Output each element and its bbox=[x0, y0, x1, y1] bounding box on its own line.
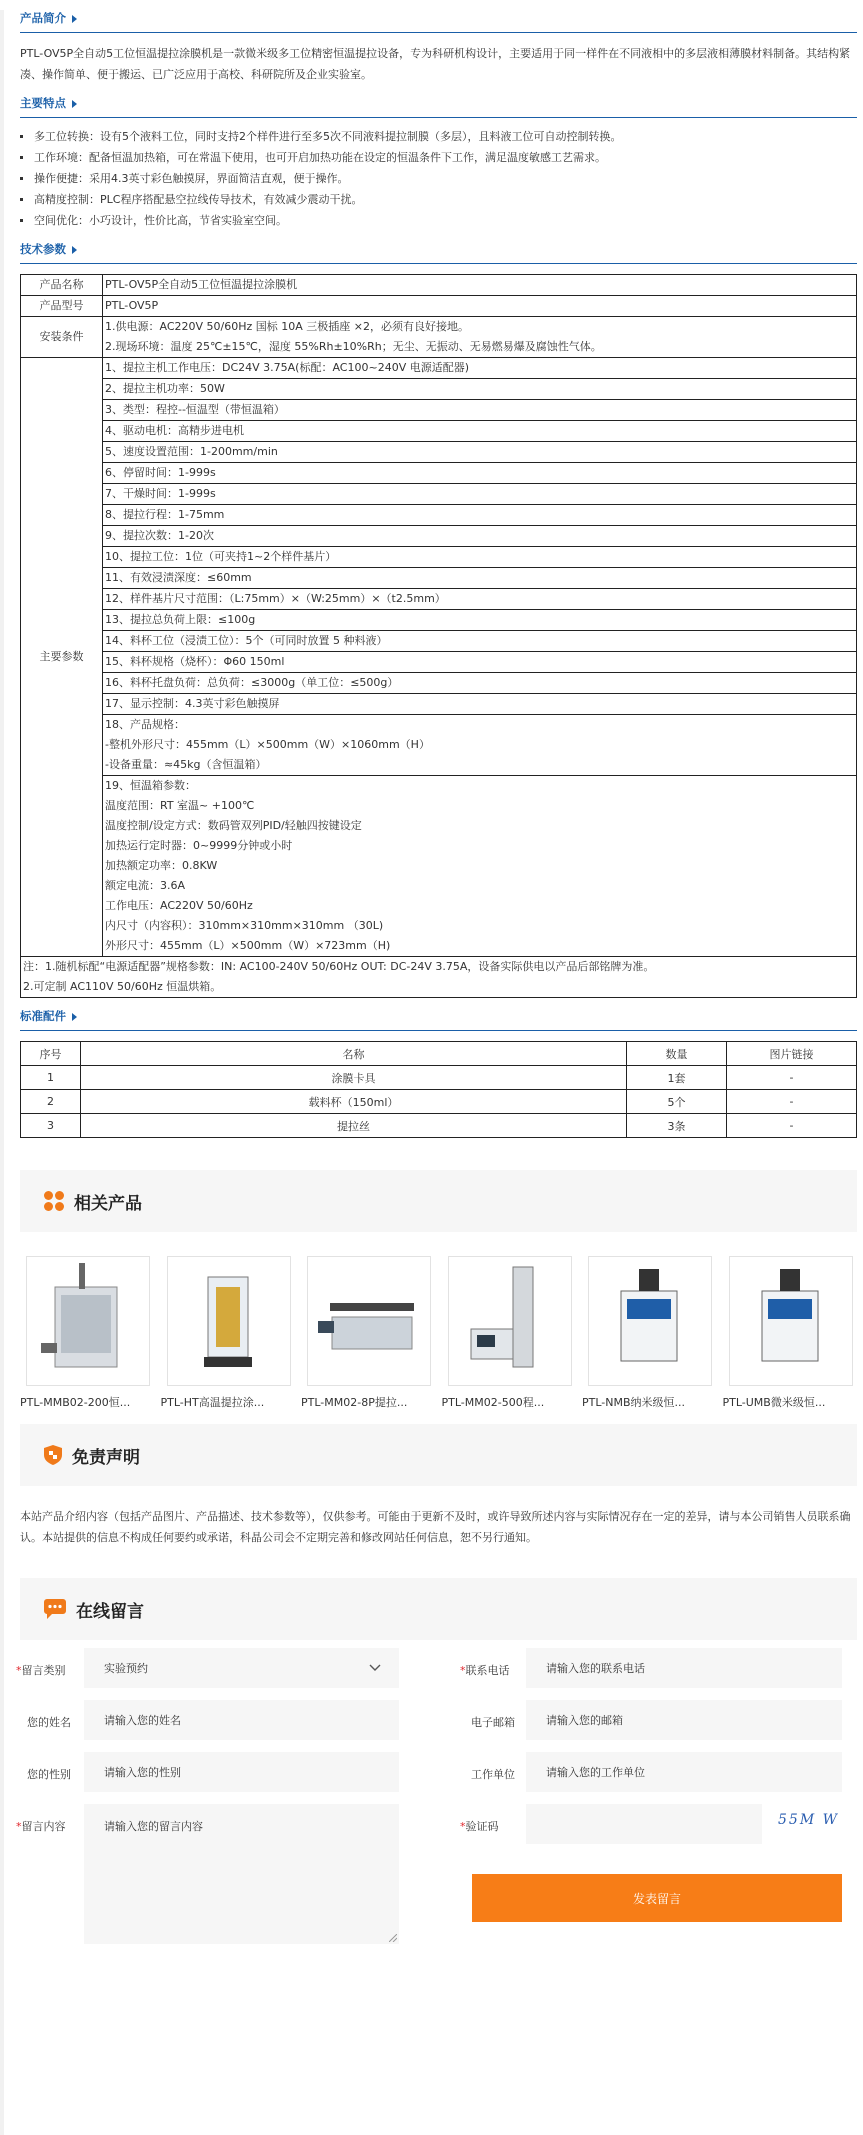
spec-line: 工作电压：AC220V 50/60Hz bbox=[105, 899, 253, 912]
spec-value bbox=[103, 526, 857, 547]
triangle-right-icon bbox=[72, 15, 77, 23]
table-row bbox=[21, 1114, 857, 1138]
related-product-card[interactable] bbox=[442, 1256, 582, 1410]
table-cell: - bbox=[727, 1066, 857, 1090]
table-cell: 涂膜卡具 bbox=[81, 1066, 627, 1090]
spec-row bbox=[21, 610, 857, 631]
product-name[interactable]: PTL-UMB微米级恒... bbox=[722, 1396, 826, 1409]
spec-line: 19、恒温箱参数： bbox=[105, 779, 196, 792]
related-header bbox=[20, 1170, 857, 1232]
intro-text: PTL-OV5P全自动5工位恒温提拉涂膜机是一款微米级多工位精密恒温提拉设备，专为科研机构设计，主要适用于同一样件在不同液相中的多层液相薄膜材料制备。其结构紧凑、操作简单、便于搬运、已广泛应用于高校、科研院所及企业实验室。 bbox=[20, 47, 851, 81]
features-header bbox=[20, 95, 857, 118]
spec-row bbox=[21, 652, 857, 673]
spec-title: 技术参数 bbox=[20, 242, 66, 256]
table-cell: - bbox=[727, 1090, 857, 1114]
product-page bbox=[0, 10, 863, 1952]
company-input[interactable]: 请输入您的工作单位 bbox=[526, 1752, 842, 1792]
captcha-label: *验证码 bbox=[460, 1820, 499, 1833]
triangle-right-icon bbox=[72, 1013, 77, 1021]
gender-input[interactable]: 请输入您的性别 bbox=[84, 1752, 399, 1792]
table-cell: 载料杯（150ml） bbox=[81, 1090, 627, 1114]
spec-row bbox=[21, 317, 857, 358]
product-image[interactable] bbox=[26, 1256, 150, 1386]
related-product-card[interactable] bbox=[301, 1256, 441, 1410]
intro-title: 产品简介 bbox=[20, 11, 66, 25]
spec-row bbox=[21, 568, 857, 589]
accessories-table bbox=[20, 1041, 857, 1138]
spec-key: 主要参数 bbox=[21, 358, 103, 957]
product-image[interactable] bbox=[448, 1256, 572, 1386]
spec-line: 温度控制/设定方式：数码管双列PID/轻触四按键设定 bbox=[105, 819, 362, 832]
spec-line: 外形尺寸：455mm（L）×500mm（W）×723mm（H) bbox=[105, 939, 391, 952]
table-cell: - bbox=[727, 1114, 857, 1138]
product-name[interactable]: PTL-NMB纳米级恒... bbox=[582, 1396, 686, 1409]
shield-icon bbox=[44, 1445, 62, 1465]
spec-row bbox=[21, 379, 857, 400]
chevron-down-icon bbox=[369, 1664, 381, 1672]
phone-label: *联系电话 bbox=[460, 1664, 510, 1677]
spec-table bbox=[20, 274, 857, 998]
spec-row bbox=[21, 673, 857, 694]
table-cell: 3条 bbox=[627, 1114, 727, 1138]
spec-row bbox=[21, 631, 857, 652]
content-label: *留言内容 bbox=[16, 1820, 66, 1833]
spec-value bbox=[103, 589, 857, 610]
spec-line: 16、料杯托盘负荷：总负荷：≤3000g（单工位：≤500g） bbox=[105, 676, 399, 689]
spec-value bbox=[103, 317, 857, 358]
email-input[interactable]: 请输入您的邮箱 bbox=[526, 1700, 842, 1740]
spec-line: 6、停留时间：1-999s bbox=[105, 466, 216, 479]
spec-value bbox=[103, 673, 857, 694]
spec-key: 产品名称 bbox=[21, 275, 103, 296]
related-title: 相关产品 bbox=[74, 1193, 142, 1214]
features-title: 主要特点 bbox=[20, 96, 66, 110]
spec-value bbox=[103, 694, 857, 715]
spec-value bbox=[103, 400, 857, 421]
spec-line: 10、提拉工位：1位（可夹持1~2个样件基片） bbox=[105, 550, 337, 563]
resize-handle-icon[interactable] bbox=[389, 1934, 397, 1942]
feature-item: 高精度控制：PLC程序搭配悬空拉线传导技术，有效减少震动干扰。 bbox=[20, 189, 857, 210]
name-input[interactable]: 请输入您的姓名 bbox=[84, 1700, 399, 1740]
features-list bbox=[20, 126, 857, 231]
related-product-card[interactable] bbox=[161, 1256, 301, 1410]
spec-line: 17、显示控制：4.3英寸彩色触摸屏 bbox=[105, 697, 280, 710]
spec-row bbox=[21, 400, 857, 421]
spec-value bbox=[103, 631, 857, 652]
spec-value bbox=[103, 505, 857, 526]
spec-value bbox=[103, 358, 857, 379]
spec-line: 温度范围：RT 室温~ +100℃ bbox=[105, 799, 255, 812]
spec-value: PTL-OV5P全自动5工位恒温提拉涂膜机 bbox=[103, 275, 857, 296]
spec-line: 8、提拉行程：1-75mm bbox=[105, 508, 225, 521]
spec-row bbox=[21, 463, 857, 484]
features-section bbox=[20, 95, 857, 231]
spec-notes bbox=[21, 957, 857, 998]
spec-value bbox=[103, 776, 857, 957]
table-row bbox=[21, 1066, 857, 1090]
table-cell: 2 bbox=[21, 1090, 81, 1114]
spec-line: 加热额定功率：0.8KW bbox=[105, 859, 218, 872]
spec-row bbox=[21, 715, 857, 776]
spec-row bbox=[21, 694, 857, 715]
spec-line: 1.供电源：AC220V 50/60Hz 国标 10A 三极插座 ×2，必须有良好接地。 bbox=[105, 320, 469, 333]
spec-value bbox=[103, 715, 857, 776]
product-name[interactable]: PTL-HT高温提拉涂... bbox=[160, 1396, 265, 1409]
disclaimer-text: 本站产品介绍内容（包括产品图片、产品描述、技术参数等），仅供参考。可能由于更新不及时，或许导致所述内容与实际情况存在一定的差异，请与本公司销售人员联系确认。本站提供的信息不构成任何要约或承诺，科晶公司会不定期完善和修改网站任何信息，恕不另行通知。 bbox=[20, 1510, 851, 1544]
accessories-section bbox=[20, 1008, 857, 1138]
spec-line: 9、提拉次数：1-20次 bbox=[105, 529, 214, 542]
spec-line: 13、提拉总负荷上限：≤100g bbox=[105, 613, 256, 626]
product-name[interactable]: PTL-MM02-500程... bbox=[441, 1396, 545, 1409]
feature-item: 多工位转换：设有5个液料工位，同时支持2个样件进行至多5次不同液料提拉制膜（多层），且料液工位可自动控制转换。 bbox=[20, 126, 857, 147]
message-title: 在线留言 bbox=[76, 1601, 144, 1622]
type-select[interactable]: 实验预约 bbox=[84, 1648, 399, 1688]
spec-row bbox=[21, 296, 857, 317]
spec-key: 产品型号 bbox=[21, 296, 103, 317]
name-label: 您的姓名 bbox=[27, 1716, 71, 1729]
intro-header bbox=[20, 10, 857, 33]
spec-row bbox=[21, 358, 857, 379]
spec-value: PTL-OV5P bbox=[103, 296, 857, 317]
chat-icon bbox=[44, 1599, 66, 1619]
company-label: 工作单位 bbox=[471, 1768, 515, 1781]
spec-row bbox=[21, 526, 857, 547]
email-label: 电子邮箱 bbox=[471, 1716, 515, 1729]
feature-item: 操作便捷：采用4.3英寸彩色触摸屏，界面简洁直观，便于操作。 bbox=[20, 168, 857, 189]
spec-line: 2.现场环境：温度 25℃±15℃，湿度 55%Rh±10%Rh；无尘、无振动、无易燃易爆及腐蚀性气体。 bbox=[105, 340, 602, 353]
related-products bbox=[20, 1256, 863, 1410]
spec-value bbox=[103, 547, 857, 568]
table-header: 序号 bbox=[21, 1042, 81, 1066]
spec-line: 15、料杯规格（烧杯）：Φ60 150ml bbox=[105, 655, 285, 668]
product-image[interactable] bbox=[729, 1256, 853, 1386]
spec-line: 5、速度设置范围：1-200mm/min bbox=[105, 445, 278, 458]
spec-value bbox=[103, 421, 857, 442]
spec-row bbox=[21, 442, 857, 463]
spec-line: 18、产品规格： bbox=[105, 718, 185, 731]
spec-value bbox=[103, 484, 857, 505]
table-header: 名称 bbox=[81, 1042, 627, 1066]
intro-section bbox=[20, 10, 857, 85]
table-header: 数量 bbox=[627, 1042, 727, 1066]
spec-row bbox=[21, 589, 857, 610]
grid-icon bbox=[44, 1191, 64, 1211]
spec-row bbox=[21, 776, 857, 957]
spec-key: 安装条件 bbox=[21, 317, 103, 358]
spec-line: 注：1.随机标配“电源适配器”规格参数：IN: AC100-240V 50/60Hz OUT: DC-24V 3.75A，设备实际供电以产品后部铭牌为准。 bbox=[23, 960, 655, 973]
spec-line: 12、样件基片尺寸范围：（L:75mm）×（W:25mm）×（t2.5mm） bbox=[105, 592, 446, 605]
spec-line: 额定电流：3.6A bbox=[105, 879, 186, 892]
spec-row bbox=[21, 547, 857, 568]
table-cell: 5个 bbox=[627, 1090, 727, 1114]
related-product-card[interactable] bbox=[582, 1256, 722, 1410]
spec-line: 加热运行定时器：0~9999分钟或小时 bbox=[105, 839, 293, 852]
spec-row bbox=[21, 275, 857, 296]
product-name[interactable]: PTL-MM02-8P提拉... bbox=[301, 1396, 408, 1409]
spec-line: 内尺寸（内容积）：310mm×310mm×310mm （30L) bbox=[105, 919, 384, 932]
spec-line: 1、提拉主机工作电压：DC24V 3.75A(标配：AC100~240V 电源适配器) bbox=[105, 361, 470, 374]
feature-item: 工作环境：配备恒温加热箱，可在常温下使用，也可开启加热功能在设定的恒温条件下工作，满足温度敏感工艺需求。 bbox=[20, 147, 857, 168]
spec-header bbox=[20, 241, 857, 264]
accessories-title: 标准配件 bbox=[20, 1009, 66, 1023]
spec-value bbox=[103, 379, 857, 400]
gender-label: 您的性别 bbox=[27, 1768, 71, 1781]
table-row bbox=[21, 1090, 857, 1114]
product-image[interactable] bbox=[588, 1256, 712, 1386]
spec-line: 3、类型：程控--恒温型（带恒温箱） bbox=[105, 403, 285, 416]
table-cell: 1 bbox=[21, 1066, 81, 1090]
captcha-input[interactable] bbox=[526, 1804, 762, 1844]
spec-line: -整机外形尺寸：455mm（L）×500mm（W）×1060mm（H） bbox=[105, 738, 430, 751]
submit-button[interactable]: 发表留言 bbox=[472, 1874, 842, 1922]
spec-section bbox=[20, 241, 857, 998]
type-label: *留言类别 bbox=[16, 1664, 66, 1677]
spec-line: 2、提拉主机功率：50W bbox=[105, 382, 225, 395]
product-image[interactable] bbox=[167, 1256, 291, 1386]
disclaimer-title: 免责声明 bbox=[72, 1447, 140, 1468]
spec-line: 2.可定制 AC110V 50/60Hz 恒温烘箱。 bbox=[23, 980, 222, 993]
spec-value bbox=[103, 610, 857, 631]
spec-line: 4、驱动电机：高精步进电机 bbox=[105, 424, 244, 437]
spec-row bbox=[21, 484, 857, 505]
table-cell: 3 bbox=[21, 1114, 81, 1138]
spec-value bbox=[103, 442, 857, 463]
spec-line: -设备重量：≈45kg（含恒温箱） bbox=[105, 758, 267, 771]
message-header bbox=[20, 1578, 857, 1640]
phone-input[interactable]: 请输入您的联系电话 bbox=[526, 1648, 842, 1688]
table-cell: 提拉丝 bbox=[81, 1114, 627, 1138]
spec-value bbox=[103, 568, 857, 589]
content-textarea[interactable]: 请输入您的留言内容 bbox=[84, 1804, 399, 1944]
spec-value bbox=[103, 463, 857, 484]
product-image[interactable] bbox=[307, 1256, 431, 1386]
spec-row bbox=[21, 505, 857, 526]
related-product-card[interactable] bbox=[20, 1256, 160, 1410]
spec-value bbox=[103, 652, 857, 673]
product-name[interactable]: PTL-MMB02-200恒... bbox=[20, 1396, 131, 1409]
message-form bbox=[0, 1640, 863, 1952]
disclaimer-header bbox=[20, 1424, 857, 1486]
triangle-right-icon bbox=[72, 246, 77, 254]
spec-line: 11、有效浸渍深度：≤60mm bbox=[105, 571, 252, 584]
related-product-card[interactable] bbox=[723, 1256, 863, 1410]
table-header: 图片链接 bbox=[727, 1042, 857, 1066]
spec-row bbox=[21, 421, 857, 442]
table-cell: 1套 bbox=[627, 1066, 727, 1090]
captcha-image[interactable]: 55M W bbox=[778, 1812, 839, 1828]
feature-item: 空间优化：小巧设计，性价比高，节省实验室空间。 bbox=[20, 210, 857, 231]
spec-line: 14、料杯工位（浸渍工位）：5个（可同时放置 5 种料液） bbox=[105, 634, 388, 647]
accessories-header bbox=[20, 1008, 857, 1031]
triangle-right-icon bbox=[72, 100, 77, 108]
spec-line: 7、干燥时间：1-999s bbox=[105, 487, 216, 500]
